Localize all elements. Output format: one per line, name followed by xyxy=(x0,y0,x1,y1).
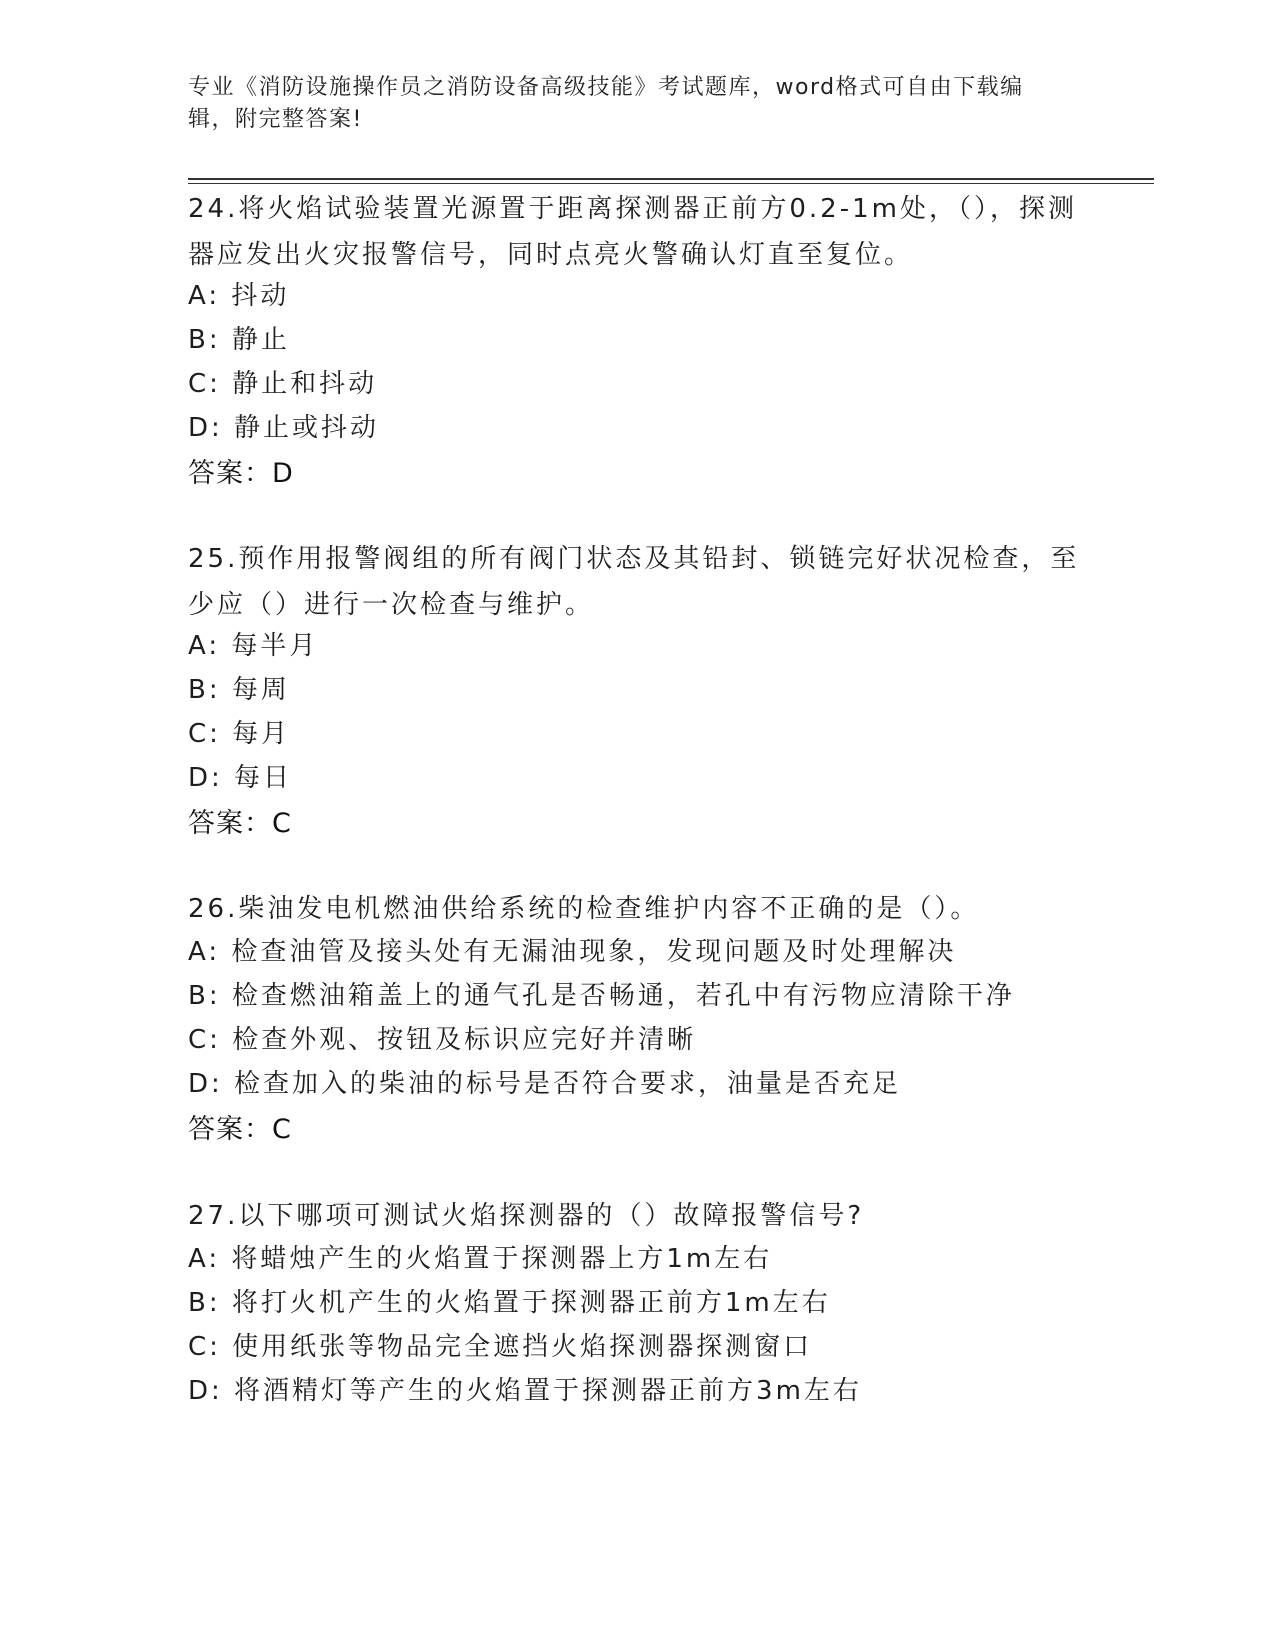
question-26-answer: 答案：C xyxy=(188,1114,292,1145)
document-intro: 专业《消防设施操作员之消防设备高级技能》考试题库，word格式可自由下载编辑，附完整答案! xyxy=(188,75,1024,132)
header-divider-thin xyxy=(188,183,1154,184)
question-24-option-d: D: 静止或抖动 xyxy=(188,413,380,443)
question-26-option-b: B: 检查燃油箱盖上的通气孔是否畅通，若孔中有污物应清除干净 xyxy=(188,981,1015,1011)
question-26-option-c: C: 检查外观、按钮及标识应完好并清晰 xyxy=(188,1025,697,1055)
question-26-option-d: D: 检查加入的柴油的标号是否符合要求，油量是否充足 xyxy=(188,1069,902,1099)
header-divider-thick xyxy=(188,178,1154,180)
question-27-option-c: C: 使用纸张等物品完全遮挡火焰探测器探测窗口 xyxy=(188,1332,813,1362)
question-25-option-b: B: 每周 xyxy=(188,675,290,705)
question-27-option-d: D: 将酒精灯等产生的火焰置于探测器正前方3m左右 xyxy=(188,1376,862,1406)
question-24-option-a: A: 抖动 xyxy=(188,281,290,311)
question-25-option-d: D: 每日 xyxy=(188,763,293,793)
question-26-text: 26.柴油发电机燃油供给系统的检查维护内容不正确的是（）。 xyxy=(188,894,980,924)
question-27-option-b: B: 将打火机产生的火焰置于探测器正前方1m左右 xyxy=(188,1288,831,1318)
question-24-text: 24.将火焰试验装置光源置于距离探测器正前方0.2-1m处，（），探测器应发出火灾报警信号，同时点亮火警确认灯直至复位。 xyxy=(188,194,1077,270)
question-27-text: 27.以下哪项可测试火焰探测器的（）故障报警信号? xyxy=(188,1201,865,1231)
question-24-option-c: C: 静止和抖动 xyxy=(188,369,378,399)
question-27-option-a: A: 将蜡烛产生的火焰置于探测器上方1m左右 xyxy=(188,1244,773,1274)
question-26-option-a: A: 检查油管及接头处有无漏油现象，发现问题及时处理解决 xyxy=(188,937,957,967)
question-25-option-a: A: 每半月 xyxy=(188,631,319,661)
question-24-answer: 答案：D xyxy=(188,458,294,489)
question-24-option-b: B: 静止 xyxy=(188,325,290,355)
question-25-answer: 答案：C xyxy=(188,808,292,839)
question-25-text: 25.预作用报警阀组的所有阀门状态及其铅封、锁链完好状况检查，至少应（）进行一次检查与维护。 xyxy=(188,544,1080,620)
question-25-option-c: C: 每月 xyxy=(188,719,291,749)
